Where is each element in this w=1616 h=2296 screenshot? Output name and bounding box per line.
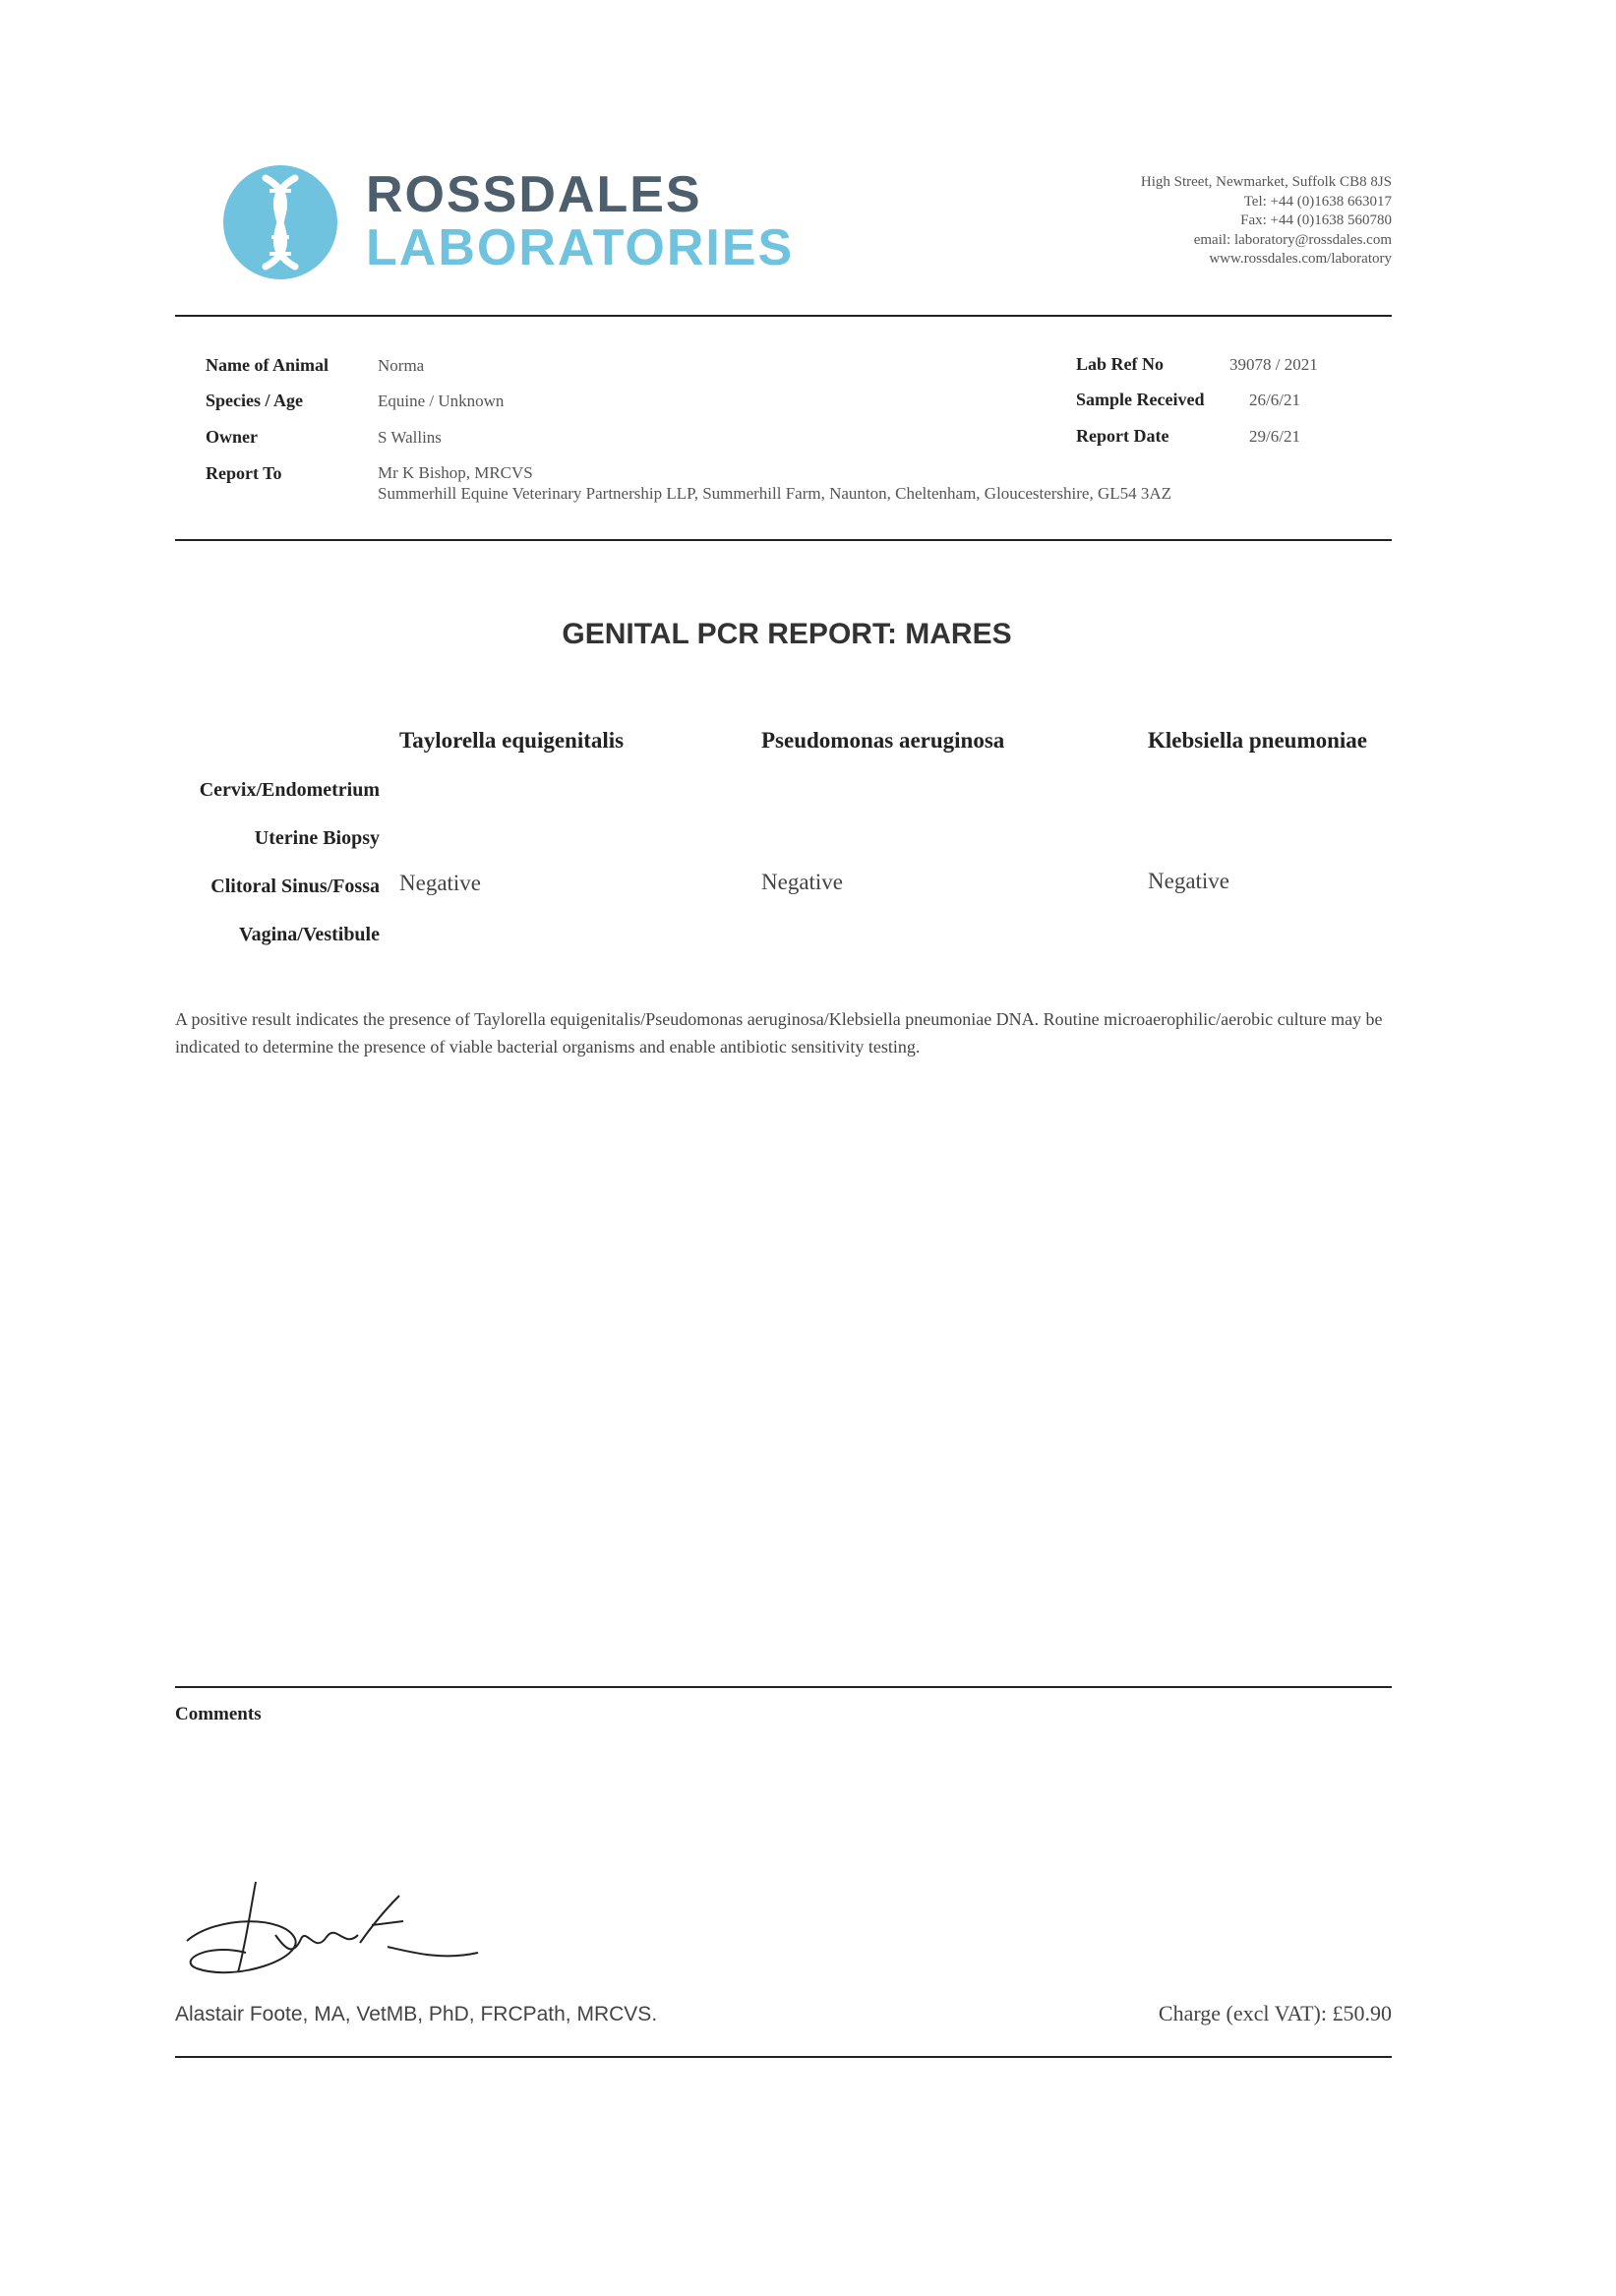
- address-tel: Tel: +44 (0)1638 663017: [1243, 193, 1392, 210]
- lab-ref-value: 39078 / 2021: [1229, 355, 1318, 374]
- row-label-vagina: Vagina/Vestibule: [238, 924, 380, 945]
- signer-name: Alastair Foote, MA, VetMB, PhD, FRCPath, MRCVS.: [175, 2003, 658, 2025]
- lab-ref-label: Lab Ref No: [1076, 354, 1164, 374]
- comments-label: Comments: [175, 1704, 262, 1724]
- dna-helix-icon: [222, 164, 338, 280]
- sample-received-value: 26/6/21: [1249, 391, 1300, 409]
- divider-top: [175, 315, 1392, 317]
- owner-value: S Wallins: [378, 428, 442, 447]
- column-header-klebsiella: Klebsiella pneumoniae: [1148, 728, 1367, 753]
- result-taylorella: Negative: [399, 871, 482, 895]
- report-to-line2: Summerhill Equine Veterinary Partnership LLP, Summerhill Farm, Naunton, Cheltenham, Gloucestershire, GL54 3AZ: [378, 484, 1172, 503]
- brand-name-line2: LABORATORIES: [366, 219, 795, 276]
- species-age-value: Equine / Unknown: [378, 392, 505, 410]
- row-label-uterine-biopsy: Uterine Biopsy: [254, 827, 380, 849]
- result-klebsiella: Negative: [1148, 869, 1230, 893]
- report-date-value: 29/6/21: [1249, 427, 1300, 446]
- address-website: www.rossdales.com/laboratory: [1209, 251, 1392, 267]
- name-of-animal-value: Norma: [378, 356, 425, 375]
- species-age-label: Species / Age: [206, 391, 303, 410]
- charge-amount: Charge (excl VAT): £50.90: [1158, 2001, 1392, 2025]
- interpretation-note: A positive result indicates the presence of Taylorella equigenitalis/Pseudomonas aeruginosa/Klebsiella pneumoniae DNA. Routine microaerophilic/aerobic culture may be indicated to determine the presence of viable bacterial organisms and enable antibiotic sensitivity testing.: [175, 1009, 1383, 1057]
- report-title: GENITAL PCR REPORT: MARES: [562, 618, 1012, 650]
- divider-comments: [175, 1686, 1392, 1688]
- column-header-pseudomonas: Pseudomonas aeruginosa: [761, 728, 1005, 753]
- report-date-label: Report Date: [1076, 426, 1169, 446]
- divider-patient: [175, 539, 1392, 541]
- name-of-animal-label: Name of Animal: [206, 355, 329, 375]
- report-to-line1: Mr K Bishop, MRCVS: [378, 463, 533, 482]
- column-header-taylorella: Taylorella equigenitalis: [399, 728, 625, 753]
- signature: [177, 1874, 492, 1992]
- owner-label: Owner: [206, 427, 258, 447]
- logo: [222, 164, 338, 280]
- result-pseudomonas: Negative: [761, 870, 844, 894]
- sample-received-label: Sample Received: [1076, 390, 1205, 409]
- lab-address: [1141, 173, 1392, 270]
- report-to-label: Report To: [206, 463, 282, 483]
- row-label-clitoral-sinus: Clitoral Sinus/Fossa: [210, 876, 380, 897]
- address-street: High Street, Newmarket, Suffolk CB8 8JS: [1140, 174, 1392, 190]
- address-fax: Fax: +44 (0)1638 560780: [1240, 212, 1392, 228]
- divider-bottom: [175, 2056, 1392, 2058]
- address-email: email: laboratory@rossdales.com: [1193, 231, 1392, 248]
- row-label-cervix: Cervix/Endometrium: [199, 779, 380, 801]
- brand-name-line1: ROSSDALES: [366, 166, 702, 223]
